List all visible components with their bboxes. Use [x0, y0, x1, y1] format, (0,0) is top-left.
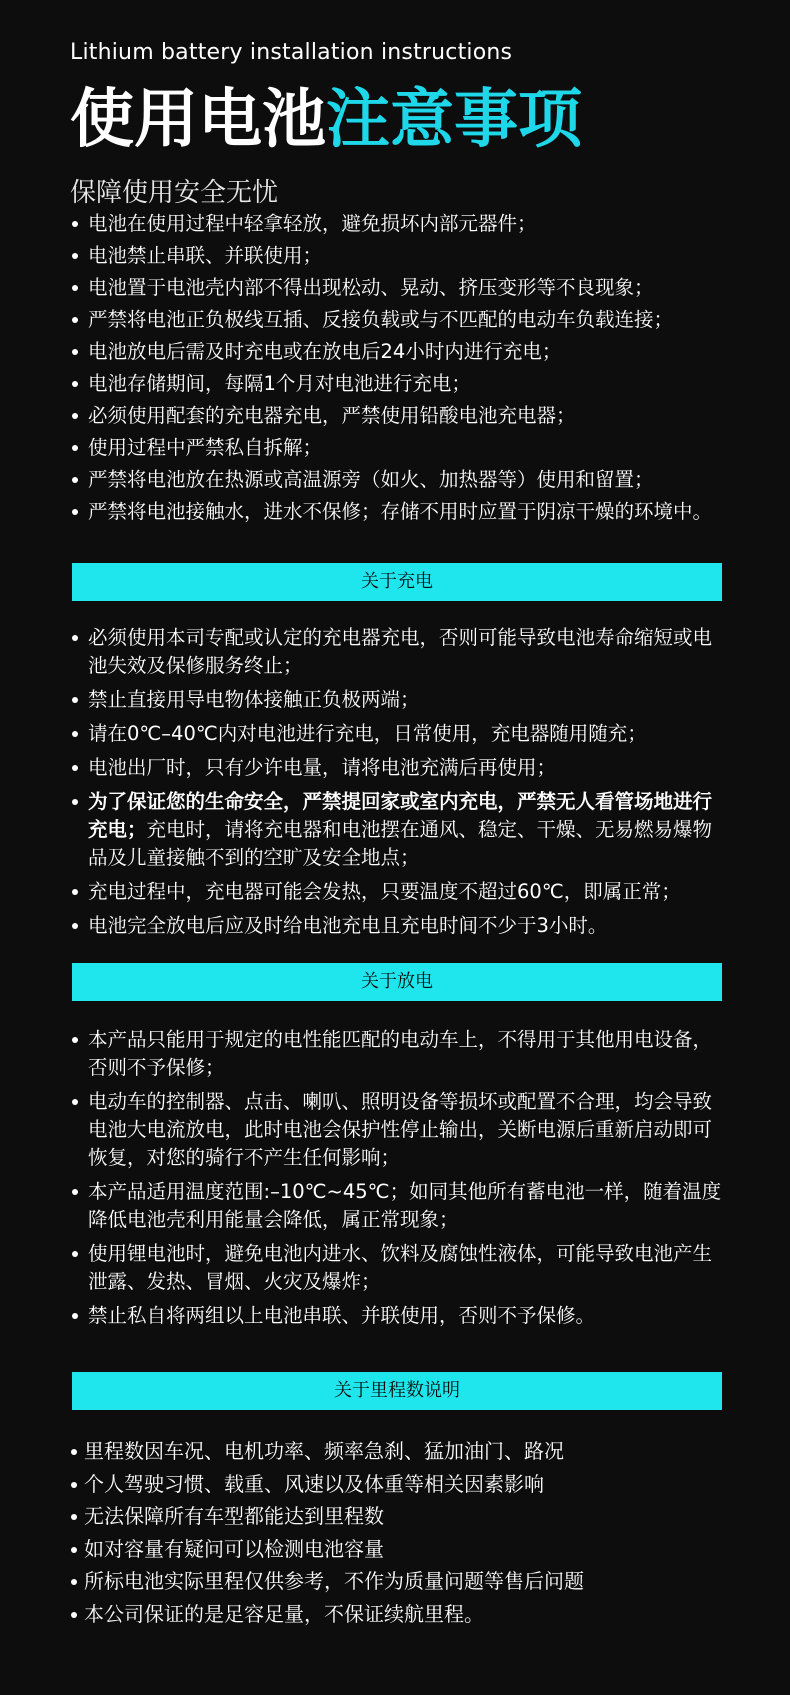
list-item: 电池存储期间，每隔1个月对电池进行充电；: [70, 368, 760, 400]
list-item: 本产品只能用于规定的电性能匹配的电动车上，不得用于其他用电设备，否则不予保修；: [70, 1026, 730, 1082]
list-item: 电池出厂时，只有少许电量，请将电池充满后再使用；: [70, 754, 725, 782]
list-item: 电池置于电池壳内部不得出现松动、晃动、挤压变形等不良现象；: [70, 272, 760, 304]
list-item: 无法保障所有车型都能达到里程数: [70, 1500, 760, 1533]
list-item: 电池在使用过程中轻拿轻放，避免损坏内部元器件；: [70, 208, 760, 240]
list-item: 电池放电后需及时充电或在放电后24小时内进行充电；: [70, 336, 760, 368]
list-item: 严禁将电池正负极线互插、反接负载或与不匹配的电动车负载连接；: [70, 304, 760, 336]
list-item: 本产品适用温度范围:–10℃~45℃；如同其他所有蓄电池一样，随着温度降低电池壳利用能量会降低，属正常现象；: [70, 1178, 730, 1234]
discharging-section-header: 关于放电: [72, 963, 722, 1001]
list-item: 电池禁止串联、并联使用；: [70, 240, 760, 272]
list-item: 使用过程中严禁私自拆解；: [70, 432, 760, 464]
list-item: 所标电池实际里程仅供参考，不作为质量问题等售后问题: [70, 1565, 760, 1598]
list-item: 电动车的控制器、点击、喇叭、照明设备等损坏或配置不合理，均会导致电池大电流放电，此时电池会保护性停止输出，关断电源后重新启动即可恢复，对您的骑行不产生任何影响；: [70, 1088, 730, 1172]
list-item: 必须使用本司专配或认定的充电器充电，否则可能导致电池寿命缩短或电池失效及保修服务终止；: [70, 624, 725, 680]
list-item: 本公司保证的是足容足量，不保证续航里程。: [70, 1598, 760, 1631]
mileage-section-header: 关于里程数说明: [72, 1372, 722, 1410]
list-item: 充电过程中，充电器可能会发热，只要温度不超过60℃，即属正常；: [70, 878, 725, 906]
title-accent-part: 注意事项: [326, 83, 582, 157]
charging-list: [70, 624, 725, 946]
title-white-part: 使用电池: [70, 83, 326, 157]
tagline: 保障使用安全无忧: [70, 178, 279, 208]
list-item: 如对容量有疑问可以检测电池容量: [70, 1533, 760, 1566]
list-item: 严禁将电池放在热源或高温源旁（如火、加热器等）使用和留置；: [70, 464, 760, 496]
list-item: 严禁将电池接触水，进水不保修；存储不用时应置于阴凉干燥的环境中。: [70, 496, 760, 528]
mileage-list: [70, 1435, 760, 1630]
discharging-list: [70, 1026, 730, 1336]
charging-section-header: 关于充电: [72, 563, 722, 601]
list-item: 禁止直接用导电物体接触正负极两端；: [70, 686, 725, 714]
list-item: 必须使用配套的充电器充电，严禁使用铅酸电池充电器；: [70, 400, 760, 432]
english-subtitle: Lithium battery installation instructions: [70, 40, 513, 65]
list-item: 电池完全放电后应及时给电池充电且充电时间不少于3小时。: [70, 912, 725, 940]
list-item: 请在0℃–40℃内对电池进行充电，日常使用，充电器随用随充；: [70, 720, 725, 748]
list-item: 使用锂电池时，避免电池内进水、饮料及腐蚀性液体，可能导致电池产生泄露、发热、冒烟、火灾及爆炸；: [70, 1240, 730, 1296]
list-item: 禁止私自将两组以上电池串联、并联使用，否则不予保修。: [70, 1302, 730, 1330]
list-item: 里程数因车况、电机功率、频率急刹、猛加油门、路况: [70, 1435, 760, 1468]
list-item: 为了保证您的生命安全，严禁提回家或室内充电，严禁无人看管场地进行充电；充电时，请将充电器和电池摆在通风、稳定、干燥、无易燃易爆物品及儿童接触不到的空旷及安全地点；: [70, 788, 725, 872]
precautions-list: [70, 208, 760, 528]
page-title: [70, 78, 582, 162]
list-item: 个人驾驶习惯、载重、风速以及体重等相关因素影响: [70, 1468, 760, 1501]
